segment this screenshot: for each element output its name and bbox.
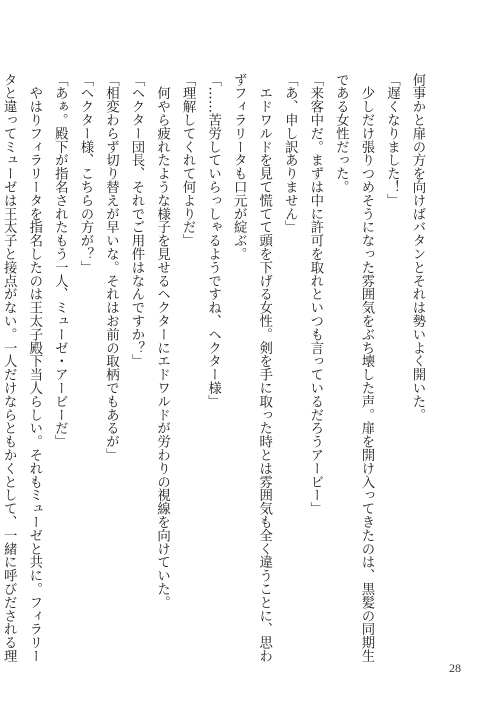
text-line: 「ヘクター団長、それでご用件はなんですか？」 <box>128 73 144 368</box>
text-line: 「あぁ。殿下が指名されたもう一人、ミューゼ・アービーだ」 <box>52 73 68 449</box>
text-line: 「相変わらず切り替えが早いな。それはお前の取柄でもあるが」 <box>103 73 119 462</box>
text-line: である女性だった。 <box>333 73 349 194</box>
vertical-body-text <box>0 73 430 663</box>
text-line: タと違ってミューゼは王太子と接点がない。一人だけならともかくとして、一緒に呼びだされる理 <box>1 73 17 663</box>
text-line: 「ヘクター様、こちらの方が？」 <box>77 73 93 274</box>
text-line: エドワルドを見て慌てて頭を下げる女性。剣を手に取った時とは雰囲気も全く違うことに、思わ <box>256 73 272 663</box>
text-line: 少しだけ張りつめそうになった雰囲気をぶち壊した声。扉を開け入ってきたのは、黒髪の同期生 <box>358 73 374 663</box>
text-line: 何やら疲れたような様子を見せるヘクターにエドワルドが労わりの視線を向けていた。 <box>154 73 170 609</box>
text-line: 「理解してくれて何よりだ」 <box>180 73 196 248</box>
text-line: 「あ、申し訳ありません」 <box>282 73 298 234</box>
text-line: 「来客中だ。まずは中に許可を取れといつも言っているだろうアービー」 <box>307 73 323 516</box>
page-number: 28 <box>449 661 461 675</box>
text-line: 「……苦労していらっしゃるようですね、ヘクター様」 <box>205 73 221 408</box>
text-line: 「遅くなりました！」 <box>384 73 400 207</box>
text-line: ずフィラリータも口元が綻ぶ。 <box>231 73 247 261</box>
text-line: 何事かと扉の方を向けばバタンとそれは勢いよく開いた。 <box>410 73 425 422</box>
text-line: やはりフィラリータを指名したのは王太子殿下当人らしい。それもミューゼと共に。フィラリー <box>26 73 42 663</box>
